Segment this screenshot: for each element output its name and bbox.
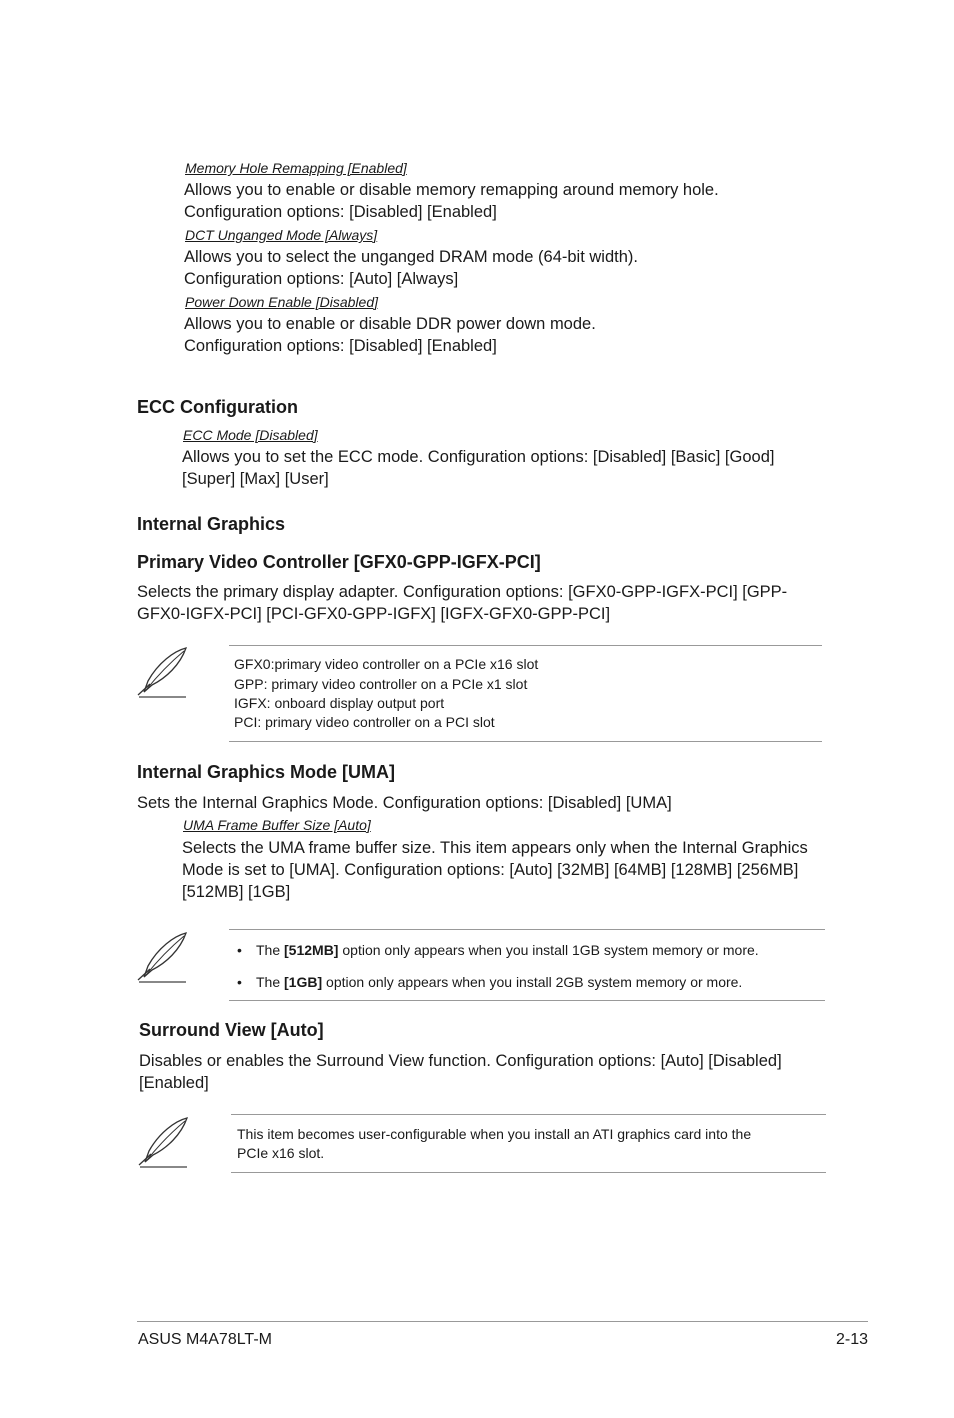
uma-frame-buffer-desc-line3: [512MB] [1GB] xyxy=(182,883,291,901)
note-line: IGFX: onboard display output port xyxy=(234,695,445,711)
footer-model: ASUS M4A78LT-M xyxy=(138,1331,272,1348)
footer-divider xyxy=(137,1321,868,1322)
bullet-bold: [1GB] xyxy=(284,974,323,990)
uma-frame-buffer-desc-line2: Mode is set to [UMA]. Configuration options: [Auto] [32MB] [64MB] [128MB] [256MB] xyxy=(182,861,799,879)
note-line: PCIe x16 slot. xyxy=(237,1145,325,1161)
dct-unganged-mode-title: DCT Unganged Mode [Always] xyxy=(185,227,378,243)
power-down-enable-options: Configuration options: [Disabled] [Enabled] xyxy=(184,337,497,355)
memory-hole-remapping-options: Configuration options: [Disabled] [Enabled] xyxy=(184,203,497,221)
note-box-memory-requirements xyxy=(229,929,825,1001)
primary-video-controller-desc-line2: GFX0-IGFX-PCI] [PCI-GFX0-GPP-IGFX] [IGFX-GFX0-GPP-PCI] xyxy=(137,605,611,623)
internal-graphics-mode-heading: Internal Graphics Mode [UMA] xyxy=(137,762,396,782)
ecc-mode-desc-line1: Allows you to set the ECC mode. Configuration options: [Disabled] [Basic] [Good] xyxy=(182,448,775,466)
quill-note-icon xyxy=(136,930,192,986)
footer-page-number: 2-13 xyxy=(835,1331,868,1348)
internal-graphics-heading: Internal Graphics xyxy=(137,514,286,534)
uma-frame-buffer-title: UMA Frame Buffer Size [Auto] xyxy=(183,817,371,833)
dct-unganged-mode-desc: Allows you to select the unganged DRAM mode (64-bit width). xyxy=(184,248,638,266)
bullet-text: The xyxy=(256,942,285,958)
primary-video-controller-heading: Primary Video Controller [GFX0-GPP-IGFX-PCI] xyxy=(137,552,541,572)
ecc-mode-title: ECC Mode [Disabled] xyxy=(183,427,318,443)
surround-view-desc-line2: [Enabled] xyxy=(139,1074,209,1092)
note-line: GPP: primary video controller on a PCIe x1 slot xyxy=(234,676,528,692)
note-line: PCI: primary video controller on a PCI slot xyxy=(234,714,495,730)
surround-view-heading: Surround View [Auto] xyxy=(139,1020,324,1040)
power-down-enable-title: Power Down Enable [Disabled] xyxy=(185,294,378,310)
quill-note-icon xyxy=(137,1115,193,1171)
bullet-text: option only appears when you install 1GB system memory or more. xyxy=(338,942,759,958)
note-box-surround-view xyxy=(231,1114,826,1173)
dct-unganged-mode-options: Configuration options: [Auto] [Always] xyxy=(184,270,459,288)
ecc-mode-desc-line2: [Super] [Max] [User] xyxy=(182,470,329,488)
primary-video-controller-desc-line1: Selects the primary display adapter. Configuration options: [GFX0-GPP-IGFX-PCI] [GPP- xyxy=(137,583,788,601)
quill-note-icon xyxy=(136,645,192,701)
bullet-text: option only appears when you install 2GB system memory or more. xyxy=(322,974,743,990)
memory-hole-remapping-desc: Allows you to enable or disable memory remapping around memory hole. xyxy=(184,181,719,199)
bullet-text: The xyxy=(256,974,285,990)
note-line: This item becomes user-configurable when you install an ATI graphics card into the xyxy=(237,1126,752,1142)
internal-graphics-mode-desc: Sets the Internal Graphics Mode. Configuration options: [Disabled] [UMA] xyxy=(137,794,672,812)
note-box-video-controllers xyxy=(229,645,822,742)
note-line: GFX0:primary video controller on a PCIe x16 slot xyxy=(234,656,539,672)
uma-frame-buffer-desc-line1: Selects the UMA frame buffer size. This item appears only when the Internal Graphics xyxy=(182,839,808,857)
memory-hole-remapping-title: Memory Hole Remapping [Enabled] xyxy=(185,160,407,176)
bullet-bold: [512MB] xyxy=(284,942,339,958)
bullet-dot: • xyxy=(237,942,242,958)
bullet-dot: • xyxy=(237,974,242,990)
ecc-configuration-heading: ECC Configuration xyxy=(137,397,298,417)
power-down-enable-desc: Allows you to enable or disable DDR power down mode. xyxy=(184,315,596,333)
surround-view-desc-line1: Disables or enables the Surround View function. Configuration options: [Auto] [Disabled] xyxy=(139,1052,782,1070)
